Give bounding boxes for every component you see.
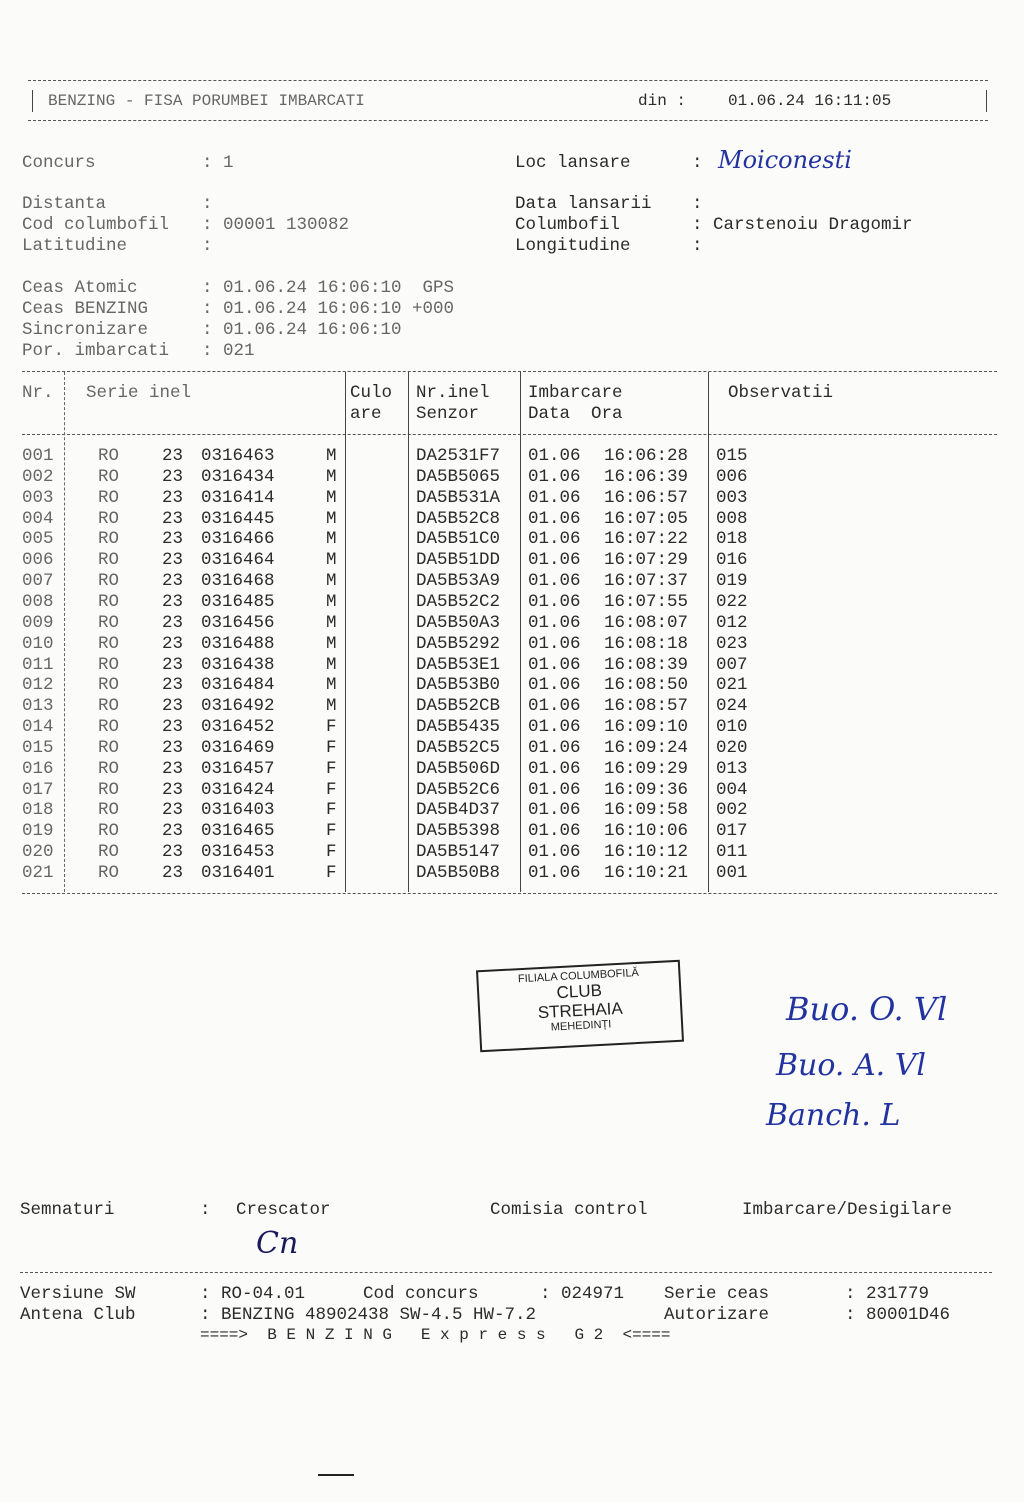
row-time: 16:10:12 <box>604 842 689 863</box>
row-country: RO <box>98 612 120 633</box>
row-sex: F <box>326 717 337 738</box>
ceas-atomic-label: Ceas Atomic <box>22 278 138 298</box>
row-country: RO <box>98 508 120 529</box>
row-time: 16:10:06 <box>604 821 689 842</box>
table-row <box>0 675 1000 696</box>
row-ring-number: 0316452 <box>201 717 275 738</box>
longitudine-value: : <box>692 236 703 256</box>
row-senzor: DA5B5398 <box>416 821 501 842</box>
imbarcare-desigilare-label: Imbarcare/Desigilare <box>742 1200 953 1220</box>
row-sex: M <box>326 508 337 529</box>
row-senzor: DA5B50A3 <box>416 612 501 633</box>
row-sex: M <box>326 633 337 654</box>
row-ring-number: 0316468 <box>201 571 275 592</box>
loc-lansare-colon: : <box>692 153 703 173</box>
table-row <box>0 821 1000 842</box>
row-time: 16:07:29 <box>604 550 689 571</box>
row-year: 23 <box>162 863 184 883</box>
row-nr: 008 <box>22 591 54 612</box>
data-lansarii-value: : <box>692 194 703 214</box>
stamp-line-3: STREHAIA <box>537 998 624 1023</box>
row-senzor: DA5B5065 <box>416 466 501 487</box>
row-senzor: DA5B5435 <box>416 717 501 738</box>
print-date-label: din : <box>638 92 687 110</box>
row-sex: M <box>326 675 337 696</box>
row-country: RO <box>98 466 120 487</box>
sincronizare-value: : 01.06.24 16:06:10 <box>202 320 402 340</box>
row-observatii: 008 <box>716 508 748 529</box>
table-row <box>0 655 1000 676</box>
row-senzor: DA5B52C8 <box>416 508 501 529</box>
row-ring-number: 0316488 <box>201 633 275 654</box>
row-time: 16:06:39 <box>604 466 689 487</box>
row-year: 23 <box>162 550 184 571</box>
row-ring-number: 0316445 <box>201 508 275 529</box>
row-nr: 019 <box>22 821 54 842</box>
row-date: 01.06 <box>528 800 581 821</box>
row-nr: 017 <box>22 779 54 800</box>
row-country: RO <box>98 821 120 842</box>
ceas-atomic-value: : 01.06.24 16:06:10 GPS <box>202 278 455 298</box>
row-observatii: 006 <box>716 466 748 487</box>
row-sex: M <box>326 571 337 592</box>
table-row <box>0 842 1000 863</box>
por-imbarcati-value: : 021 <box>202 341 255 361</box>
row-ring-number: 0316485 <box>201 591 275 612</box>
row-year: 23 <box>162 446 184 466</box>
stamp-line-2: CLUB <box>556 980 603 1003</box>
row-country: RO <box>98 737 120 758</box>
row-country: RO <box>98 675 120 696</box>
row-country: RO <box>98 717 120 738</box>
row-year: 23 <box>162 800 184 821</box>
table-header-border <box>22 434 997 435</box>
row-ring-number: 0316469 <box>201 737 275 758</box>
row-observatii: 017 <box>716 821 748 842</box>
row-date: 01.06 <box>528 612 581 633</box>
handwritten-signature-3: Banch. L <box>766 1098 901 1133</box>
header-top-border <box>28 80 988 81</box>
club-stamp <box>476 960 684 1053</box>
row-year: 23 <box>162 779 184 800</box>
handwritten-signature-2: Buo. A. Vl <box>776 1048 926 1083</box>
row-date: 01.06 <box>528 571 581 592</box>
header-bottom-border <box>28 120 988 121</box>
row-observatii: 023 <box>716 633 748 654</box>
loc-lansare-label: Loc lansare <box>515 153 631 173</box>
row-sex: F <box>326 737 337 758</box>
row-date: 01.06 <box>528 591 581 612</box>
row-observatii: 013 <box>716 758 748 779</box>
row-observatii: 019 <box>716 571 748 592</box>
row-nr: 020 <box>22 842 54 863</box>
latitudine-value: : <box>202 236 213 256</box>
antena-club-label: Antena Club <box>20 1305 136 1325</box>
antena-club-value: : BENZING 48902438 SW-4.5 HW-7.2 <box>200 1305 537 1325</box>
row-year: 23 <box>162 466 184 487</box>
row-date: 01.06 <box>528 821 581 842</box>
row-ring-number: 0316401 <box>201 863 275 883</box>
table-row <box>0 571 1000 592</box>
cod-columbofil-value: : 00001 130082 <box>202 215 350 235</box>
handwritten-signature-1: Buo. O. Vl <box>786 990 948 1028</box>
row-time: 16:08:39 <box>604 654 689 675</box>
stamp-line-4: MEHEDINȚI <box>550 1018 612 1034</box>
row-year: 23 <box>162 675 184 696</box>
row-time: 16:08:50 <box>604 675 689 696</box>
row-date: 01.06 <box>528 633 581 654</box>
row-senzor: DA5B53E1 <box>416 654 501 675</box>
row-nr: 012 <box>22 675 54 696</box>
row-observatii: 003 <box>716 487 748 508</box>
row-observatii: 002 <box>716 800 748 821</box>
table-row <box>0 446 1000 467</box>
serie-ceas-label: Serie ceas <box>664 1284 770 1304</box>
row-nr: 021 <box>22 863 54 883</box>
sincronizare-label: Sincronizare <box>22 320 149 340</box>
col-header-nrinel-2: Senzor <box>416 404 480 424</box>
row-time: 16:08:07 <box>604 612 689 633</box>
row-nr: 006 <box>22 550 54 571</box>
columbofil-value: : Carstenoiu Dragomir <box>692 215 913 235</box>
row-observatii: 021 <box>716 675 748 696</box>
comisia-control-label: Comisia control <box>490 1200 648 1220</box>
row-year: 23 <box>162 612 184 633</box>
table-top-border <box>22 371 997 372</box>
row-senzor: DA5B5147 <box>416 842 501 863</box>
table-row <box>0 696 1000 717</box>
row-time: 16:09:36 <box>604 779 689 800</box>
row-ring-number: 0316466 <box>201 529 275 550</box>
row-country: RO <box>98 446 120 466</box>
row-nr: 005 <box>22 529 54 550</box>
row-year: 23 <box>162 487 184 508</box>
row-date: 01.06 <box>528 550 581 571</box>
row-sex: M <box>326 529 337 550</box>
row-country: RO <box>98 800 120 821</box>
semnaturi-label: Semnaturi <box>20 1200 115 1220</box>
row-nr: 003 <box>22 487 54 508</box>
row-sex: F <box>326 821 337 842</box>
row-year: 23 <box>162 696 184 717</box>
row-time: 16:09:29 <box>604 758 689 779</box>
row-observatii: 016 <box>716 550 748 571</box>
ceas-benzing-label: Ceas BENZING <box>22 299 149 319</box>
row-year: 23 <box>162 842 184 863</box>
col-header-serie: Serie inel <box>86 383 192 403</box>
row-senzor: DA5B51C0 <box>416 529 501 550</box>
latitudine-label: Latitudine <box>22 236 128 256</box>
table-row <box>0 550 1000 571</box>
crescator-label: Crescator <box>236 1200 331 1220</box>
table-row <box>0 529 1000 550</box>
table-row <box>0 863 1000 884</box>
row-sex: F <box>326 842 337 863</box>
stamp-line-1: FILIALA COLUMBOFILĂ <box>517 966 640 986</box>
loc-lansare-handwritten: Moiconesti <box>718 146 852 174</box>
row-ring-number: 0316424 <box>201 779 275 800</box>
row-observatii: 024 <box>716 696 748 717</box>
row-nr: 015 <box>22 737 54 758</box>
row-nr: 010 <box>22 633 54 654</box>
row-country: RO <box>98 529 120 550</box>
row-sex: F <box>326 779 337 800</box>
row-time: 16:07:05 <box>604 508 689 529</box>
row-year: 23 <box>162 591 184 612</box>
row-senzor: DA5B52C6 <box>416 779 501 800</box>
table-row <box>0 592 1000 613</box>
distanta-value: : <box>202 194 213 214</box>
row-sex: F <box>326 758 337 779</box>
row-senzor: DA5B52C2 <box>416 591 501 612</box>
row-sex: F <box>326 800 337 821</box>
row-date: 01.06 <box>528 446 581 466</box>
row-ring-number: 0316484 <box>201 675 275 696</box>
distanta-label: Distanta <box>22 194 107 214</box>
table-row <box>0 759 1000 780</box>
row-date: 01.06 <box>528 842 581 863</box>
row-date: 01.06 <box>528 696 581 717</box>
versiune-sw-value: : RO-04.01 <box>200 1284 306 1304</box>
row-nr: 009 <box>22 612 54 633</box>
row-sex: M <box>326 591 337 612</box>
row-time: 16:08:57 <box>604 696 689 717</box>
cod-columbofil-label: Cod columbofil <box>22 215 170 235</box>
row-year: 23 <box>162 654 184 675</box>
row-year: 23 <box>162 571 184 592</box>
print-date-value: 01.06.24 16:11:05 <box>728 92 892 110</box>
row-country: RO <box>98 571 120 592</box>
table-row <box>0 467 1000 488</box>
ceas-benzing-value: : 01.06.24 16:06:10 +000 <box>202 299 455 319</box>
row-date: 01.06 <box>528 675 581 696</box>
row-nr: 004 <box>22 508 54 529</box>
row-nr: 001 <box>22 446 54 466</box>
row-observatii: 018 <box>716 529 748 550</box>
row-sex: M <box>326 696 337 717</box>
row-time: 16:06:57 <box>604 487 689 508</box>
row-senzor: DA5B531A <box>416 487 501 508</box>
row-observatii: 007 <box>716 654 748 675</box>
row-time: 16:09:10 <box>604 717 689 738</box>
header-right-border <box>986 90 987 112</box>
table-row <box>0 717 1000 738</box>
row-ring-number: 0316438 <box>201 654 275 675</box>
row-sex: M <box>326 466 337 487</box>
cod-concurs-label: Cod concurs <box>363 1284 479 1304</box>
row-nr: 018 <box>22 800 54 821</box>
row-date: 01.06 <box>528 466 581 487</box>
col-header-imbarcare-2: Data Ora <box>528 404 623 424</box>
row-ring-number: 0316456 <box>201 612 275 633</box>
row-year: 23 <box>162 529 184 550</box>
versiune-sw-label: Versiune SW <box>20 1284 136 1304</box>
row-country: RO <box>98 654 120 675</box>
col-header-nrinel-1: Nr.inel <box>416 383 490 403</box>
row-country: RO <box>98 779 120 800</box>
row-year: 23 <box>162 821 184 842</box>
longitudine-label: Longitudine <box>515 236 631 256</box>
table-row <box>0 780 1000 801</box>
row-ring-number: 0316457 <box>201 758 275 779</box>
row-country: RO <box>98 696 120 717</box>
serie-ceas-value: : 231779 <box>845 1284 930 1304</box>
row-country: RO <box>98 550 120 571</box>
row-senzor: DA5B52C5 <box>416 737 501 758</box>
row-observatii: 011 <box>716 842 748 863</box>
row-time: 16:07:22 <box>604 529 689 550</box>
row-year: 23 <box>162 758 184 779</box>
row-ring-number: 0316403 <box>201 800 275 821</box>
row-date: 01.06 <box>528 737 581 758</box>
row-time: 16:09:58 <box>604 800 689 821</box>
row-year: 23 <box>162 717 184 738</box>
table-row <box>0 738 1000 759</box>
document-title: BENZING - FISA PORUMBEI IMBARCATI <box>48 92 365 110</box>
row-date: 01.06 <box>528 717 581 738</box>
semnaturi-colon: : <box>200 1200 211 1220</box>
col-header-culoare-2: are <box>350 404 382 424</box>
row-nr: 016 <box>22 758 54 779</box>
col-header-imbarcare-1: Imbarcare <box>528 383 623 403</box>
row-country: RO <box>98 863 120 883</box>
row-country: RO <box>98 591 120 612</box>
table-row <box>0 634 1000 655</box>
row-ring-number: 0316492 <box>201 696 275 717</box>
row-senzor: DA5B4D37 <box>416 800 501 821</box>
row-year: 23 <box>162 633 184 654</box>
row-date: 01.06 <box>528 508 581 529</box>
table-row <box>0 613 1000 634</box>
table-row <box>0 509 1000 530</box>
autorizare-label: Autorizare <box>664 1305 770 1325</box>
row-senzor: DA5B52CB <box>416 696 501 717</box>
row-ring-number: 0316465 <box>201 821 275 842</box>
row-observatii: 001 <box>716 863 748 883</box>
row-senzor: DA5B51DD <box>416 550 501 571</box>
row-time: 16:09:24 <box>604 737 689 758</box>
row-senzor: DA5B53A9 <box>416 571 501 592</box>
columbofil-label: Columbofil <box>515 215 621 235</box>
row-nr: 013 <box>22 696 54 717</box>
row-senzor: DA5B506D <box>416 758 501 779</box>
concurs-label: Concurs <box>22 153 96 173</box>
row-sex: M <box>326 446 337 466</box>
row-time: 16:06:28 <box>604 446 689 466</box>
row-time: 16:07:55 <box>604 591 689 612</box>
row-observatii: 020 <box>716 737 748 758</box>
data-lansarii-label: Data lansarii <box>515 194 652 214</box>
row-country: RO <box>98 758 120 779</box>
table-row <box>0 800 1000 821</box>
row-date: 01.06 <box>528 529 581 550</box>
col-header-nr: Nr. <box>22 383 54 403</box>
table-bottom-border <box>22 893 997 894</box>
concurs-value: : 1 <box>202 153 234 173</box>
row-nr: 011 <box>22 654 54 675</box>
row-date: 01.06 <box>528 487 581 508</box>
row-date: 01.06 <box>528 779 581 800</box>
crescator-signature: Cn <box>256 1226 299 1261</box>
row-country: RO <box>98 487 120 508</box>
cod-concurs-value: : 024971 <box>540 1284 625 1304</box>
row-ring-number: 0316463 <box>201 446 275 466</box>
row-observatii: 004 <box>716 779 748 800</box>
row-nr: 007 <box>22 571 54 592</box>
row-time: 16:07:37 <box>604 571 689 592</box>
row-observatii: 015 <box>716 446 748 466</box>
row-ring-number: 0316464 <box>201 550 275 571</box>
row-sex: M <box>326 550 337 571</box>
footer-top-border <box>20 1272 992 1273</box>
row-senzor: DA5B53B0 <box>416 675 501 696</box>
por-imbarcati-label: Por. imbarcati <box>22 341 170 361</box>
row-country: RO <box>98 633 120 654</box>
col-header-culoare-1: Culo <box>350 383 393 403</box>
row-time: 16:08:18 <box>604 633 689 654</box>
row-date: 01.06 <box>528 758 581 779</box>
row-date: 01.06 <box>528 654 581 675</box>
col-header-observatii: Observatii <box>728 383 834 403</box>
row-observatii: 010 <box>716 717 748 738</box>
row-sex: M <box>326 612 337 633</box>
row-nr: 014 <box>22 717 54 738</box>
autorizare-value: : 80001D46 <box>845 1305 951 1325</box>
row-observatii: 022 <box>716 591 748 612</box>
row-year: 23 <box>162 737 184 758</box>
row-senzor: DA5B50B8 <box>416 863 501 883</box>
table-row <box>0 488 1000 509</box>
row-observatii: 012 <box>716 612 748 633</box>
row-country: RO <box>98 842 120 863</box>
row-ring-number: 0316453 <box>201 842 275 863</box>
header-left-border <box>32 90 33 112</box>
row-sex: M <box>326 654 337 675</box>
row-year: 23 <box>162 508 184 529</box>
row-ring-number: 0316414 <box>201 487 275 508</box>
row-ring-number: 0316434 <box>201 466 275 487</box>
row-date: 01.06 <box>528 863 581 883</box>
row-nr: 002 <box>22 466 54 487</box>
benzing-banner: ====> B E N Z I N G E x p r e s s G 2 <==== <box>200 1326 671 1344</box>
row-time: 16:10:21 <box>604 863 689 883</box>
row-senzor: DA2531F7 <box>416 446 501 466</box>
row-senzor: DA5B5292 <box>416 633 501 654</box>
row-sex: M <box>326 487 337 508</box>
bottom-mark <box>318 1474 354 1476</box>
row-sex: F <box>326 863 337 883</box>
